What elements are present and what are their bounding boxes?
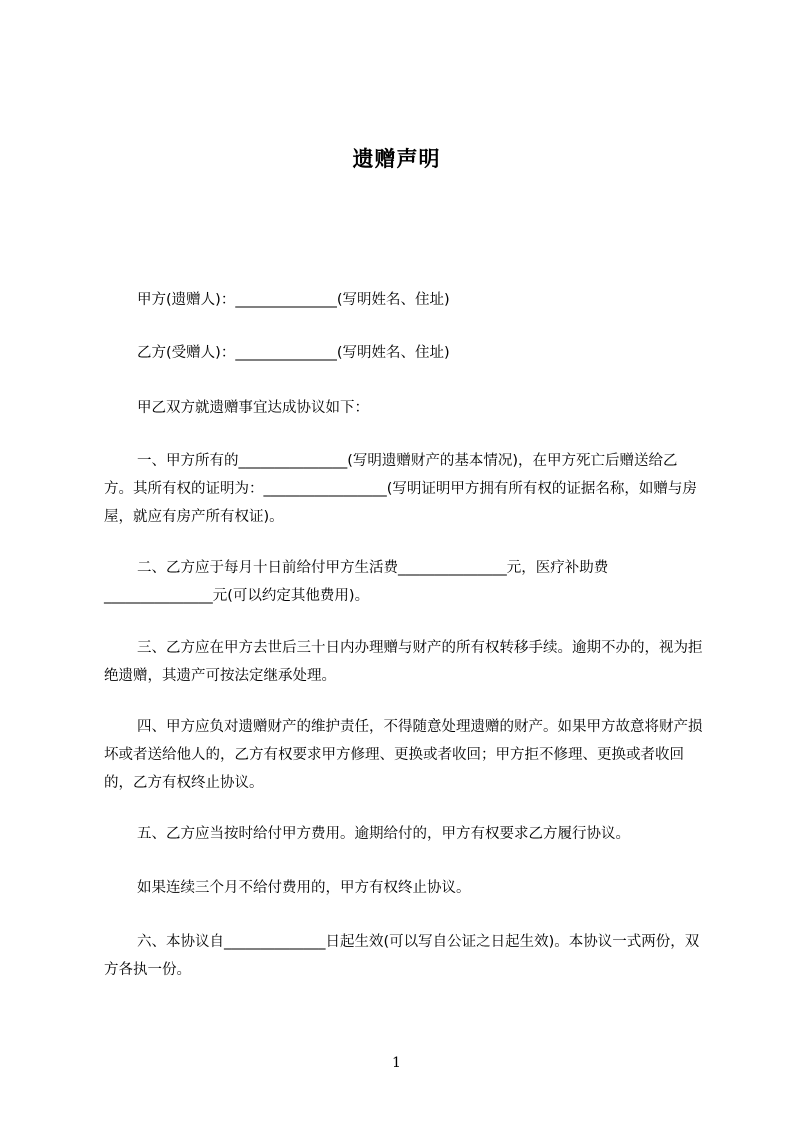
page-number: 1 xyxy=(392,1055,401,1071)
party-b-line: 乙方(受赠人)：______________(写明姓名、住址) xyxy=(137,345,450,361)
clause-five-continued: 如果连续三个月不给付费用的，甲方有权终止协议。 xyxy=(137,880,471,896)
clause-two: 二、乙方应于每月十日前给付甲方生活费_______________元，医疗补助费_______________元(可以约定其他费用)。 xyxy=(104,560,609,604)
agreement-intro: 甲乙双方就遗赠事宜达成协议如下： xyxy=(137,400,369,416)
clause-six: 六、本协议自______________日起生效(可以写自公证之日起生效)。本协议一式两份，双方各执一份。 xyxy=(104,934,700,978)
party-a-line: 甲方(遗赠人)：______________(写明姓名、住址) xyxy=(137,292,450,308)
document-title: 遗赠声明 xyxy=(352,147,441,171)
clause-three: 三、乙方应在甲方去世后三十日内办理赠与财产的所有权转移手续。逾期不办的，视为拒绝遗赠，其遗产可按法定继承处理。 xyxy=(104,640,703,684)
clause-one: 一、甲方所有的_______________(写明遗赠财产的基本情况)，在甲方死亡后赠送给乙方。其所有权的证明为：_________________(写明证明甲方拥有所有权的证据名称，如赠与房屋，就应有房产所有权证)。 xyxy=(104,453,697,525)
clause-four: 四、甲方应负对遗赠财产的维护责任，不得随意处理遗赠的财产。如果甲方故意将财产损坏或者送给他人的，乙方有权要求甲方修理、更换或者收回；甲方拒不修理、更换或者收回的，乙方有权终止协议。 xyxy=(104,719,703,791)
clause-five: 五、乙方应当按时给付甲方费用。逾期给付的，甲方有权要求乙方履行协议。 xyxy=(137,826,630,842)
